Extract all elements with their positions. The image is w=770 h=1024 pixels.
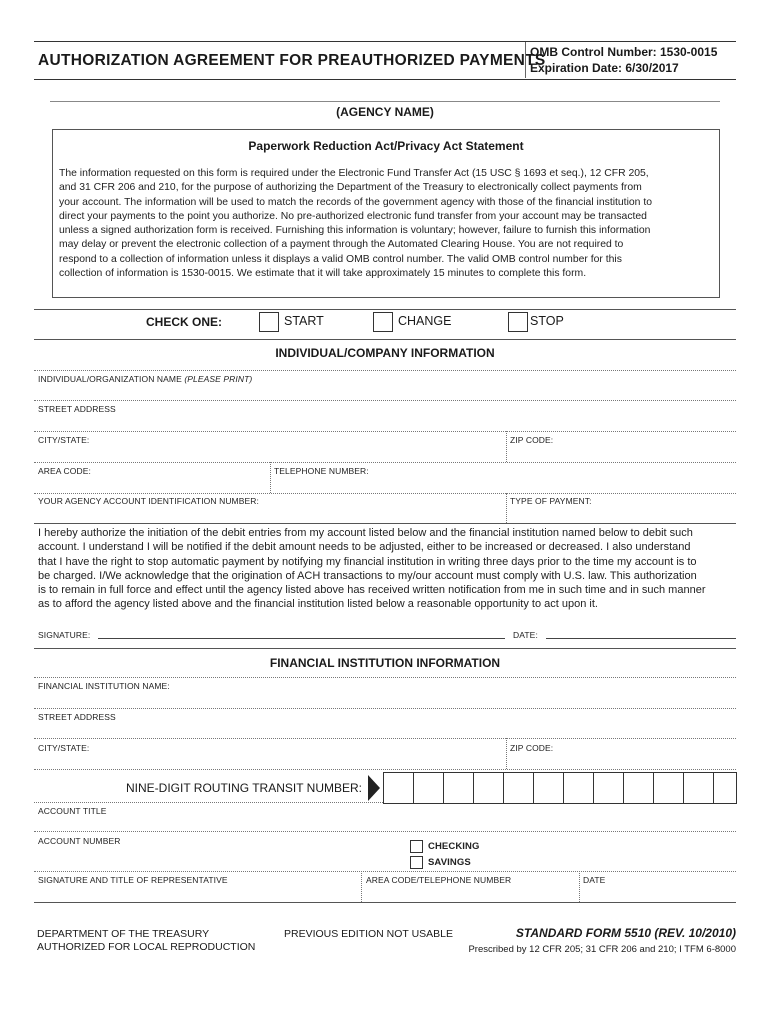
field-rule xyxy=(34,871,736,872)
change-checkbox[interactable] xyxy=(373,312,393,332)
representative-signature-field[interactable]: SIGNATURE AND TITLE OF REPRESENTATIVE xyxy=(38,875,228,885)
routing-digit-box[interactable] xyxy=(533,772,564,804)
checking-checkbox[interactable] xyxy=(410,840,423,853)
footer-department: DEPARTMENT OF THE TREASURY xyxy=(37,928,210,940)
privacy-line: may delay or prevent the electronic collection of a payment through the Automated Clearing House. You are not required to xyxy=(59,239,624,251)
date-line[interactable] xyxy=(546,638,736,639)
field-rule xyxy=(34,431,736,432)
change-label: CHANGE xyxy=(398,314,452,328)
privacy-line: collection of information is 1530-0015. We estimate that it will take approximately 15 minutes to complete this form. xyxy=(59,268,587,280)
omb-control-number: OMB Control Number: 1530-0015 xyxy=(530,45,718,59)
routing-digit-box[interactable] xyxy=(593,772,624,804)
telephone-field[interactable]: TELEPHONE NUMBER: xyxy=(274,466,369,476)
section-rule xyxy=(34,648,736,649)
field-divider xyxy=(506,738,507,769)
signature-label: SIGNATURE: xyxy=(38,630,91,640)
stop-label: STOP xyxy=(530,314,564,328)
privacy-text xyxy=(59,167,719,281)
field-rule xyxy=(34,769,736,770)
field-divider xyxy=(579,871,580,902)
routing-digit-box[interactable] xyxy=(473,772,504,804)
account-title-field[interactable]: ACCOUNT TITLE xyxy=(38,806,107,816)
privacy-line: and 31 CFR 206 and 210, for the purpose of authorizing the Department of the Treasury to electronically collect payments from xyxy=(59,182,642,194)
check-one-label: CHECK ONE: xyxy=(146,315,223,329)
expiration-date: Expiration Date: 6/30/2017 xyxy=(530,61,679,75)
street-address-field[interactable]: STREET ADDRESS xyxy=(38,404,116,414)
routing-digit-box[interactable] xyxy=(623,772,654,804)
form-number: STANDARD FORM 5510 (REV. 10/2010) xyxy=(515,926,736,940)
field-rule xyxy=(34,831,736,832)
field-rule xyxy=(34,802,383,803)
field-rule xyxy=(34,462,736,463)
privacy-line: direct your payments to the point you authorize. No pre-authorized electronic fund transfer from your account may be transacted xyxy=(59,210,647,222)
field-divider xyxy=(270,462,271,493)
routing-digit-box[interactable] xyxy=(653,772,684,804)
authorization-text xyxy=(38,526,738,612)
fi-street-address-field[interactable]: STREET ADDRESS xyxy=(38,712,116,722)
routing-digit-box[interactable] xyxy=(503,772,534,804)
start-checkbox[interactable] xyxy=(259,312,279,332)
authorization-line: is to remain in full force and effect until the agency listed above has received written notification from me in such time and in such manner xyxy=(38,584,706,597)
field-divider xyxy=(506,493,507,523)
account-number-field[interactable]: ACCOUNT NUMBER xyxy=(38,836,121,846)
date-label: DATE: xyxy=(513,630,538,640)
individual-heading: INDIVIDUAL/COMPANY INFORMATION xyxy=(275,346,495,360)
privacy-line: respond to a collection of information unless it displays a valid OMB control number. The valid OMB control number for this xyxy=(59,253,622,265)
footer-authorized: AUTHORIZED FOR LOCAL REPRODUCTION xyxy=(37,941,256,953)
routing-number-label: NINE-DIGIT ROUTING TRANSIT NUMBER: xyxy=(126,781,363,795)
footer-previous-edition: PREVIOUS EDITION NOT USABLE xyxy=(284,928,454,940)
routing-digit-box[interactable] xyxy=(413,772,444,804)
section-rule xyxy=(34,902,736,903)
savings-checkbox[interactable] xyxy=(410,856,423,869)
routing-digit-box[interactable] xyxy=(563,772,594,804)
start-label: START xyxy=(284,314,324,328)
authorization-line: that I have the right to stop automatic payment by notifying my financial institution in writing three days prior to the time my account is to xyxy=(38,555,697,568)
zip-code-field[interactable]: ZIP CODE: xyxy=(510,435,554,445)
authorization-line: be charged. I/We acknowledge that the origination of ACH transactions to my/our account must comply with U.S. law. This authorization xyxy=(38,569,697,582)
footer-prescribed: Prescribed by 12 CFR 205; 31 CFR 206 and 210; I TFM 6-8000 xyxy=(468,944,736,955)
routing-digit-box[interactable] xyxy=(383,772,414,804)
field-rule xyxy=(34,708,736,709)
area-code-field[interactable]: AREA CODE: xyxy=(38,466,91,476)
field-rule xyxy=(34,370,736,371)
field-rule xyxy=(34,493,736,494)
institution-name-field[interactable]: FINANCIAL INSTITUTION NAME: xyxy=(38,681,170,691)
header-divider xyxy=(525,42,526,78)
please-print-note: (PLEASE PRINT) xyxy=(184,374,253,384)
area-telephone-field[interactable]: AREA CODE/TELEPHONE NUMBER xyxy=(366,875,512,885)
agency-name-line[interactable] xyxy=(50,101,720,102)
header-top-rule xyxy=(34,41,736,42)
routing-digit-box[interactable] xyxy=(443,772,474,804)
authorization-line: I hereby authorize the initiation of the debit entries from my account listed below and the financial institution named below to debit such xyxy=(38,527,693,539)
payment-type-field[interactable]: TYPE OF PAYMENT: xyxy=(510,496,592,506)
savings-label: SAVINGS xyxy=(428,857,471,868)
authorization-line: as to afford the agency listed above and the financial institution listed below a reasonable opportunity to act upon it. xyxy=(38,598,598,611)
account-id-field[interactable]: YOUR AGENCY ACCOUNT IDENTIFICATION NUMBER: xyxy=(38,496,259,506)
field-rule xyxy=(34,400,736,401)
field-divider xyxy=(361,871,362,902)
field-divider xyxy=(506,431,507,462)
privacy-heading: Paperwork Reduction Act/Privacy Act Statement xyxy=(248,139,524,153)
individual-name-label: INDIVIDUAL/ORGANIZATION NAME xyxy=(38,374,182,384)
individual-name-field[interactable] xyxy=(38,374,252,384)
privacy-line: The information requested on this form is required under the Electronic Fund Transfer Act (15 USC § 1693 et seq.), 12 CFR 205, xyxy=(59,168,649,179)
form-title: AUTHORIZATION AGREEMENT FOR PREAUTHORIZED PAYMENTS xyxy=(38,52,546,69)
stop-checkbox[interactable] xyxy=(508,312,528,332)
field-rule xyxy=(34,738,736,739)
authorization-line: account. I understand I will be notified if the debit amount needs to be adjusted, either to be increased or decreased. I also understand xyxy=(38,541,691,554)
section-rule xyxy=(34,523,736,524)
privacy-line: your account. The information will be used to match the records of the government agency with those of the financial institution to xyxy=(59,196,652,208)
financial-heading: FINANCIAL INSTITUTION INFORMATION xyxy=(269,656,501,670)
routing-arrow-icon xyxy=(368,775,380,801)
section-rule xyxy=(34,339,736,340)
field-rule xyxy=(34,677,736,678)
checking-label: CHECKING xyxy=(428,841,480,852)
privacy-line: unless a signed authorization form is received. Furnishing this information is voluntary; however, failure to furnish this information xyxy=(59,225,651,237)
header-bottom-rule xyxy=(34,79,736,80)
routing-digit-box[interactable] xyxy=(713,772,737,804)
routing-digit-box[interactable] xyxy=(683,772,714,804)
fi-date-field[interactable]: DATE xyxy=(583,875,606,885)
fi-city-state-field[interactable]: CITY/STATE: xyxy=(38,743,90,753)
city-state-field[interactable]: CITY/STATE: xyxy=(38,435,90,445)
fi-zip-code-field[interactable]: ZIP CODE: xyxy=(510,743,554,753)
signature-line[interactable] xyxy=(98,638,505,639)
section-rule xyxy=(34,309,736,310)
agency-name-label: (AGENCY NAME) xyxy=(336,105,434,119)
